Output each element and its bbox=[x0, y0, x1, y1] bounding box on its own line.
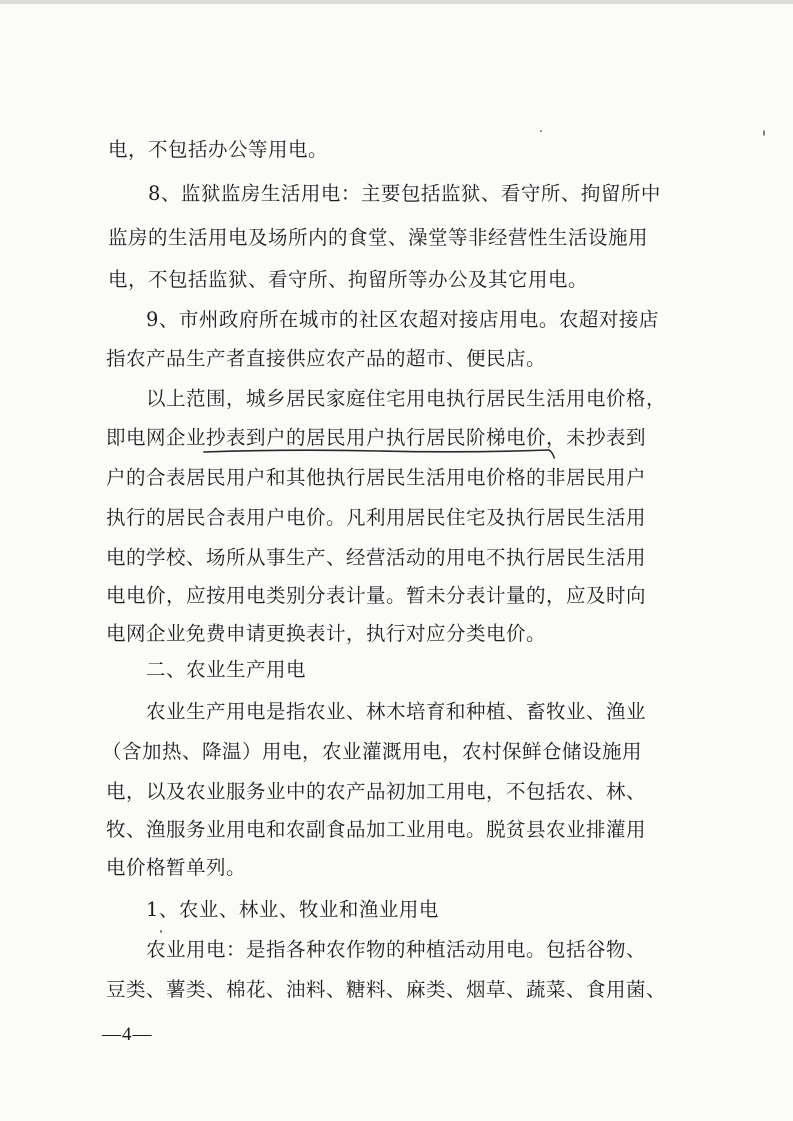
page-number: —4— bbox=[102, 1024, 153, 1045]
section-heading: 二、农业生产用电 bbox=[146, 658, 307, 681]
scan-speck bbox=[540, 130, 542, 132]
text-line-16: （含加热、降温）用电，农业灌溉用电，农村保鲜仓储设施用 bbox=[102, 740, 643, 763]
scan-speck bbox=[763, 130, 765, 136]
text-line-3: 监房的生活用电及场所内的食堂、澡堂等非经营性生活设施用 bbox=[108, 226, 649, 249]
text-line-22: 豆类、薯类、棉花、油料、糖料、麻类、烟草、蔬菜、食用菌、 bbox=[106, 978, 667, 1001]
text-line-15: 农业生产用电是指农业、林木培育和种植、畜牧业、渔业 bbox=[146, 700, 647, 723]
text-line-7: 以上范围，城乡居民家庭住宅用电执行居民生活用电价格， bbox=[146, 387, 667, 410]
text-line-2: 8、监狱监房生活用电：主要包括监狱、看守所、拘留所中 bbox=[148, 182, 661, 205]
text-line-17: 电，以及农业服务业中的农产品初加工用电，不包括农、林、 bbox=[106, 780, 647, 803]
text-line-6: 指农产品生产者直接供应农产品的超市、便民店。 bbox=[106, 347, 547, 370]
text-line-8-underlined bbox=[106, 426, 646, 450]
text-line-8-start: 即电网企业 bbox=[106, 426, 207, 449]
text-line-8-end: ，未抄表到 bbox=[546, 426, 647, 449]
hand-drawn-underline bbox=[202, 446, 556, 460]
scan-top-edge bbox=[0, 0, 793, 4]
text-line-4: 电，不包括监狱、看守所、拘留所等办公及其它用电。 bbox=[108, 268, 589, 291]
text-line-19: 电价格暂单列。 bbox=[106, 856, 247, 879]
text-line-11: 电的学校、场所从事生产、经营活动的用电不执行居民生活用 bbox=[106, 546, 647, 569]
text-line-21: 农业用电：是指各种农作物的种植活动用电。包括谷物、 bbox=[146, 938, 647, 961]
handwritten-underline-span bbox=[206, 426, 546, 450]
text-line-1: 电，不包括办公等用电。 bbox=[108, 138, 329, 161]
text-line-12: 电电价，应按用电类别分表计量。暂未分表计量的，应及时向 bbox=[106, 584, 647, 607]
underlined-text: 抄表到户的居民用户执行居民阶梯电价 bbox=[206, 426, 547, 449]
text-line-9: 户的合表居民用户和其他执行居民生活用电价格的非居民用户 bbox=[106, 466, 647, 489]
text-line-5: 9、市州政府所在城市的社区农超对接店用电。农超对接店 bbox=[146, 308, 659, 331]
text-line-18: 牧、渔服务业用电和农副食品加工业用电。脱贫县农业排灌用 bbox=[106, 818, 647, 841]
text-line-13: 电网企业免费申请更换表计，执行对应分类电价。 bbox=[106, 622, 547, 645]
subsection-heading: 1、农业、林业、牧业和渔业用电 bbox=[146, 898, 439, 921]
text-line-10: 执行的居民合表用户电价。凡利用居民住宅及执行居民生活用 bbox=[106, 506, 647, 529]
scan-speck bbox=[160, 930, 162, 933]
